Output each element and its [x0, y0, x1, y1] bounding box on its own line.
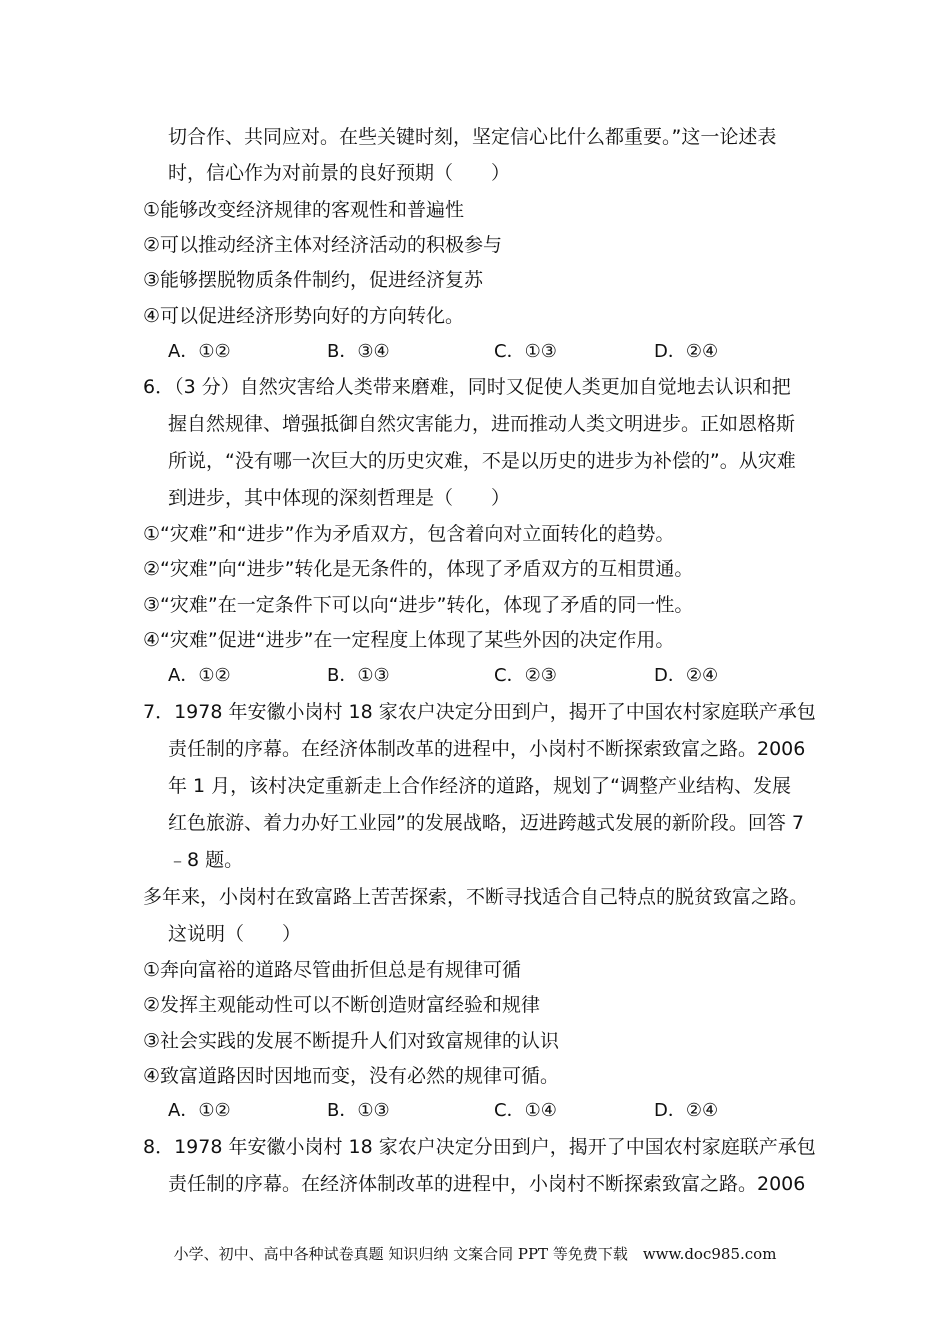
q7-option-a[interactable]: A．①② — [168, 1100, 231, 1121]
q5-statement-1: ①能够改变经济规律的客观性和普遍性 — [143, 199, 465, 221]
q5-option-b[interactable]: B．③④ — [327, 341, 390, 362]
q6-option-d[interactable]: D．②④ — [654, 665, 719, 686]
q5-option-a[interactable]: A．①② — [168, 341, 231, 362]
q5-statement-3: ③能够摆脱物质条件制约，促进经济复苏 — [143, 269, 484, 291]
q7-stem-line-4: 红色旅游、着力办好工业园”的发展战略，迈进跨越式发展的新阶段。回答 7 — [168, 812, 804, 834]
q5-option-d[interactable]: D．②④ — [654, 341, 719, 362]
q6-statement-4: ④“灾难”促进“进步”在一定程度上体现了某些外因的决定作用。 — [143, 629, 675, 651]
q6-stem-line-1: 6．（3 分）自然灾害给人类带来磨难，同时又促使人类更加自觉地去认识和把 — [143, 376, 791, 398]
q5-statement-4: ④可以促进经济形势向好的方向转化。 — [143, 305, 465, 327]
q7-stem-line-3: 年 1 月，该村决定重新走上合作经济的道路，规划了“调整产业结构、发展 — [168, 775, 792, 797]
q7-statement-4: ④致富道路因时因地而变，没有必然的规律可循。 — [143, 1065, 560, 1087]
q7-statement-2: ②发挥主观能动性可以不断创造财富经验和规律 — [143, 994, 541, 1016]
q7-statement-1: ①奔向富裕的道路尽管曲折但总是有规律可循 — [143, 959, 522, 981]
q7-stem-line-1: 7．1978 年安徽小岗村 18 家农户决定分田到户，揭开了中国农村家庭联产承包 — [143, 701, 816, 723]
q8-stem-line-2: 责任制的序幕。在经济体制改革的进程中，小岗村不断探索致富之路。2006 — [168, 1173, 806, 1195]
q7-option-b[interactable]: B．①③ — [327, 1100, 390, 1121]
q5-stem-line-2: 时，信心作为对前景的良好预期（ ） — [168, 162, 511, 184]
q6-option-a[interactable]: A．①② — [168, 665, 231, 686]
page-footer: 小学、初中、高中各种试卷真题 知识归纳 文案合同 PPT 等免费下载 www.doc985.com — [173, 1245, 777, 1263]
q6-stem-line-4: 到进步，其中体现的深刻哲理是（ ） — [168, 487, 511, 509]
q6-statement-1: ①“灾难”和“进步”作为矛盾双方，包含着向对立面转化的趋势。 — [143, 523, 675, 545]
q7-stem-line-5: ﹣8 题。 — [168, 849, 244, 871]
q7-question-line-2: 这说明（ ） — [168, 923, 302, 945]
q6-stem-line-3: 所说，“没有哪一次巨大的历史灾难，不是以历史的进步为补偿的”。从灾难 — [168, 450, 796, 472]
q7-question-line-1: 多年来，小岗村在致富路上苦苦探索，不断寻找适合自己特点的脱贫致富之路。 — [143, 886, 809, 908]
q7-statement-3: ③社会实践的发展不断提升人们对致富规律的认识 — [143, 1030, 560, 1052]
q5-option-c[interactable]: C．①③ — [494, 341, 557, 362]
q7-option-c[interactable]: C．①④ — [494, 1100, 557, 1121]
q6-statement-3: ③“灾难”在一定条件下可以向“进步”转化，体现了矛盾的同一性。 — [143, 594, 694, 616]
q5-statement-2: ②可以推动经济主体对经济活动的积极参与 — [143, 234, 503, 256]
q5-stem-line-1: 切合作、共同应对。在些关键时刻，坚定信心比什么都重要。”这一论述表 — [168, 126, 777, 148]
q7-option-d[interactable]: D．②④ — [654, 1100, 719, 1121]
q6-stem-line-2: 握自然规律、增强抵御自然灾害能力，进而推动人类文明进步。正如恩格斯 — [168, 413, 796, 435]
q6-option-b[interactable]: B．①③ — [327, 665, 390, 686]
q6-statement-2: ②“灾难”向“进步”转化是无条件的，体现了矛盾双方的互相贯通。 — [143, 558, 694, 580]
q7-stem-line-2: 责任制的序幕。在经济体制改革的进程中，小岗村不断探索致富之路。2006 — [168, 738, 806, 760]
q6-option-c[interactable]: C．②③ — [494, 665, 557, 686]
q8-stem-line-1: 8．1978 年安徽小岗村 18 家农户决定分田到户，揭开了中国农村家庭联产承包 — [143, 1136, 816, 1158]
